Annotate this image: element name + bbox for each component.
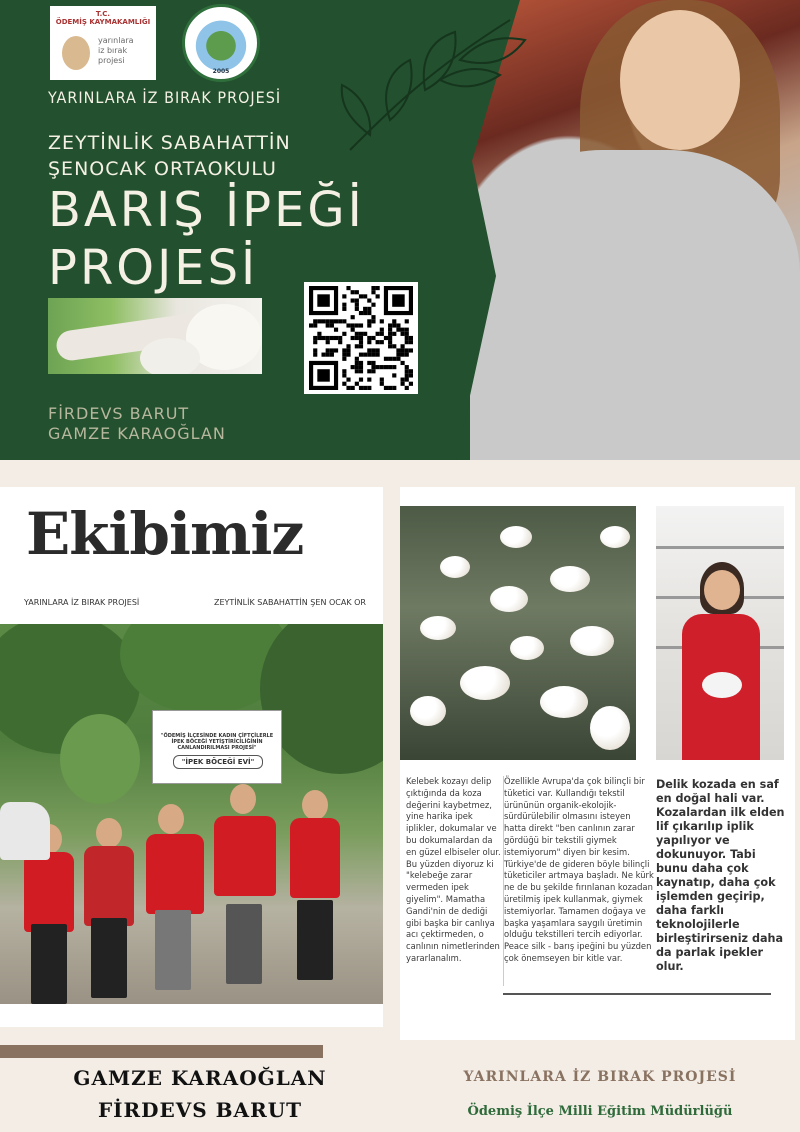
cocoon (490, 586, 528, 612)
team-heading: Ekibimiz (26, 500, 304, 568)
cocoon (410, 696, 446, 726)
footer-project: YARINLARA İZ BIRAK PROJESİ (463, 1069, 737, 1085)
school-name-line-1: ZEYTİNLİK SABAHATTİN (48, 132, 291, 154)
qr-code-icon (308, 286, 414, 390)
banner-title-line-1: BARIŞ İPEĞİ (48, 182, 365, 238)
article-column-1: Kelebek kozayı delip çıktığında da koza değerini kaybetmez, yine harika ipek iplikler, dokumalar ve bu dokumalardan da en güzel elbiseler olur. Bu yüzden diyoruz ki "kelebeğe zarar vermeden ipek giyelim". Mamatha Gandi'nin de dediği gibi başka bir canlıya acı çektirmeden, o canlının nimetlerinden yararlanalım. (406, 776, 501, 963)
article-column-2: Özellikle Avrupa'da çok bilinçli bir tüketici var. Kullandığı tekstil ürününün organik-ekolojik-sürdürülebilir olmasını isteyen hatta direkt "ben canlının zarar gördüğü bir tekstili giymek istemiyorum" diyen bir kesim. Türkiye'de de gideren böyle bilinçli tüketiciler artmaya başladı. Ne kürk ne de bu şekilde fırınlanan kozadan üretilmiş ipek kullanmak, giymek istemiyorlar. Tamamen doğaya ve başka yaşamlara saygılı üretimin olduğu tekstilleri tercih ediyorlar. Peace silk - barış ipeğini bu yüzden çok önemseyen bir kitle var. (504, 776, 654, 963)
project-banner (0, 0, 800, 460)
banner-author-2: GAMZE KARAOĞLAN (48, 424, 226, 443)
logo-mark-icon (62, 36, 90, 70)
article-bottom-rule (503, 993, 771, 995)
cocoon (420, 616, 456, 640)
footer-accent-bar (0, 1045, 323, 1058)
cocoon (440, 556, 470, 578)
team-subtitle-left: YARINLARA İZ BIRAK PROJESİ (24, 598, 140, 607)
cocoon (500, 526, 532, 548)
kaymakamlik-logo (50, 6, 156, 80)
cocoon (570, 626, 614, 656)
cocoon (600, 526, 630, 548)
footer-directorate: Ödemiş İlçe Milli Eğitim Müdürlüğü (467, 1104, 733, 1119)
team-subtitle-right: ZEYTİNLİK SABAHATTİN ŞEN OCAK OR (214, 598, 366, 607)
sign-text: "ÖDEMİŞ İLÇESİNDE KADIN ÇİFTÇİLERLE İPEK BÖCEĞİ YETİŞTİRİCİLİĞİNİN CANLANDIRILMASI PROJESİ" (160, 733, 274, 751)
logo-kaymakamlik-text: T.C. ÖDEMİŞ KAYMAKAMLIĞI (55, 10, 151, 26)
banner-title-line-2: PROJESİ (48, 240, 259, 296)
school-seal (182, 4, 260, 82)
qr-code[interactable] (304, 282, 418, 394)
cocoon (540, 686, 588, 718)
cocoon (460, 666, 510, 700)
logo-project-text: yarınlara iz bırak projesi (98, 36, 134, 65)
girl-holding-cocoons-photo (656, 506, 784, 760)
banner-author-1: FİRDEVS BARUT (48, 404, 190, 423)
sign-badge: "İPEK BÖCEĞİ EVİ" (173, 755, 263, 769)
project-line: YARINLARA İZ BIRAK PROJESİ (48, 88, 282, 107)
seal-year: 2005 (212, 68, 230, 75)
seal-emblem-icon (193, 15, 249, 71)
footer-name-2: FİRDEVS BARUT (97, 1098, 303, 1122)
article-column-3: Delik kozada en saf en doğal hali var. Kozalardan ilk elden lif çıkarılıp iplik yapılıyor ve dokunuyor. Tabi bunu daha çok kaynatıp, daha çok işlemden geçirip, daha farklı teknolojilerle birleştirirseniz daha da parlak ipekler olur. (656, 778, 785, 973)
leaf-line-art-icon (330, 10, 530, 160)
cocoons-on-branches-photo (400, 506, 636, 760)
cocoon (550, 566, 590, 592)
silkworm-house-sign (152, 710, 282, 784)
team-group-photo (0, 624, 383, 1004)
school-name-line-2: ŞENOCAK ORTAOKULU (48, 158, 277, 180)
parked-car (0, 802, 50, 860)
cocoon (510, 636, 544, 660)
cocoon (590, 706, 630, 750)
silkworm-cocoon-photo (48, 298, 262, 374)
footer-name-1: GAMZE KARAOĞLAN (73, 1066, 327, 1090)
